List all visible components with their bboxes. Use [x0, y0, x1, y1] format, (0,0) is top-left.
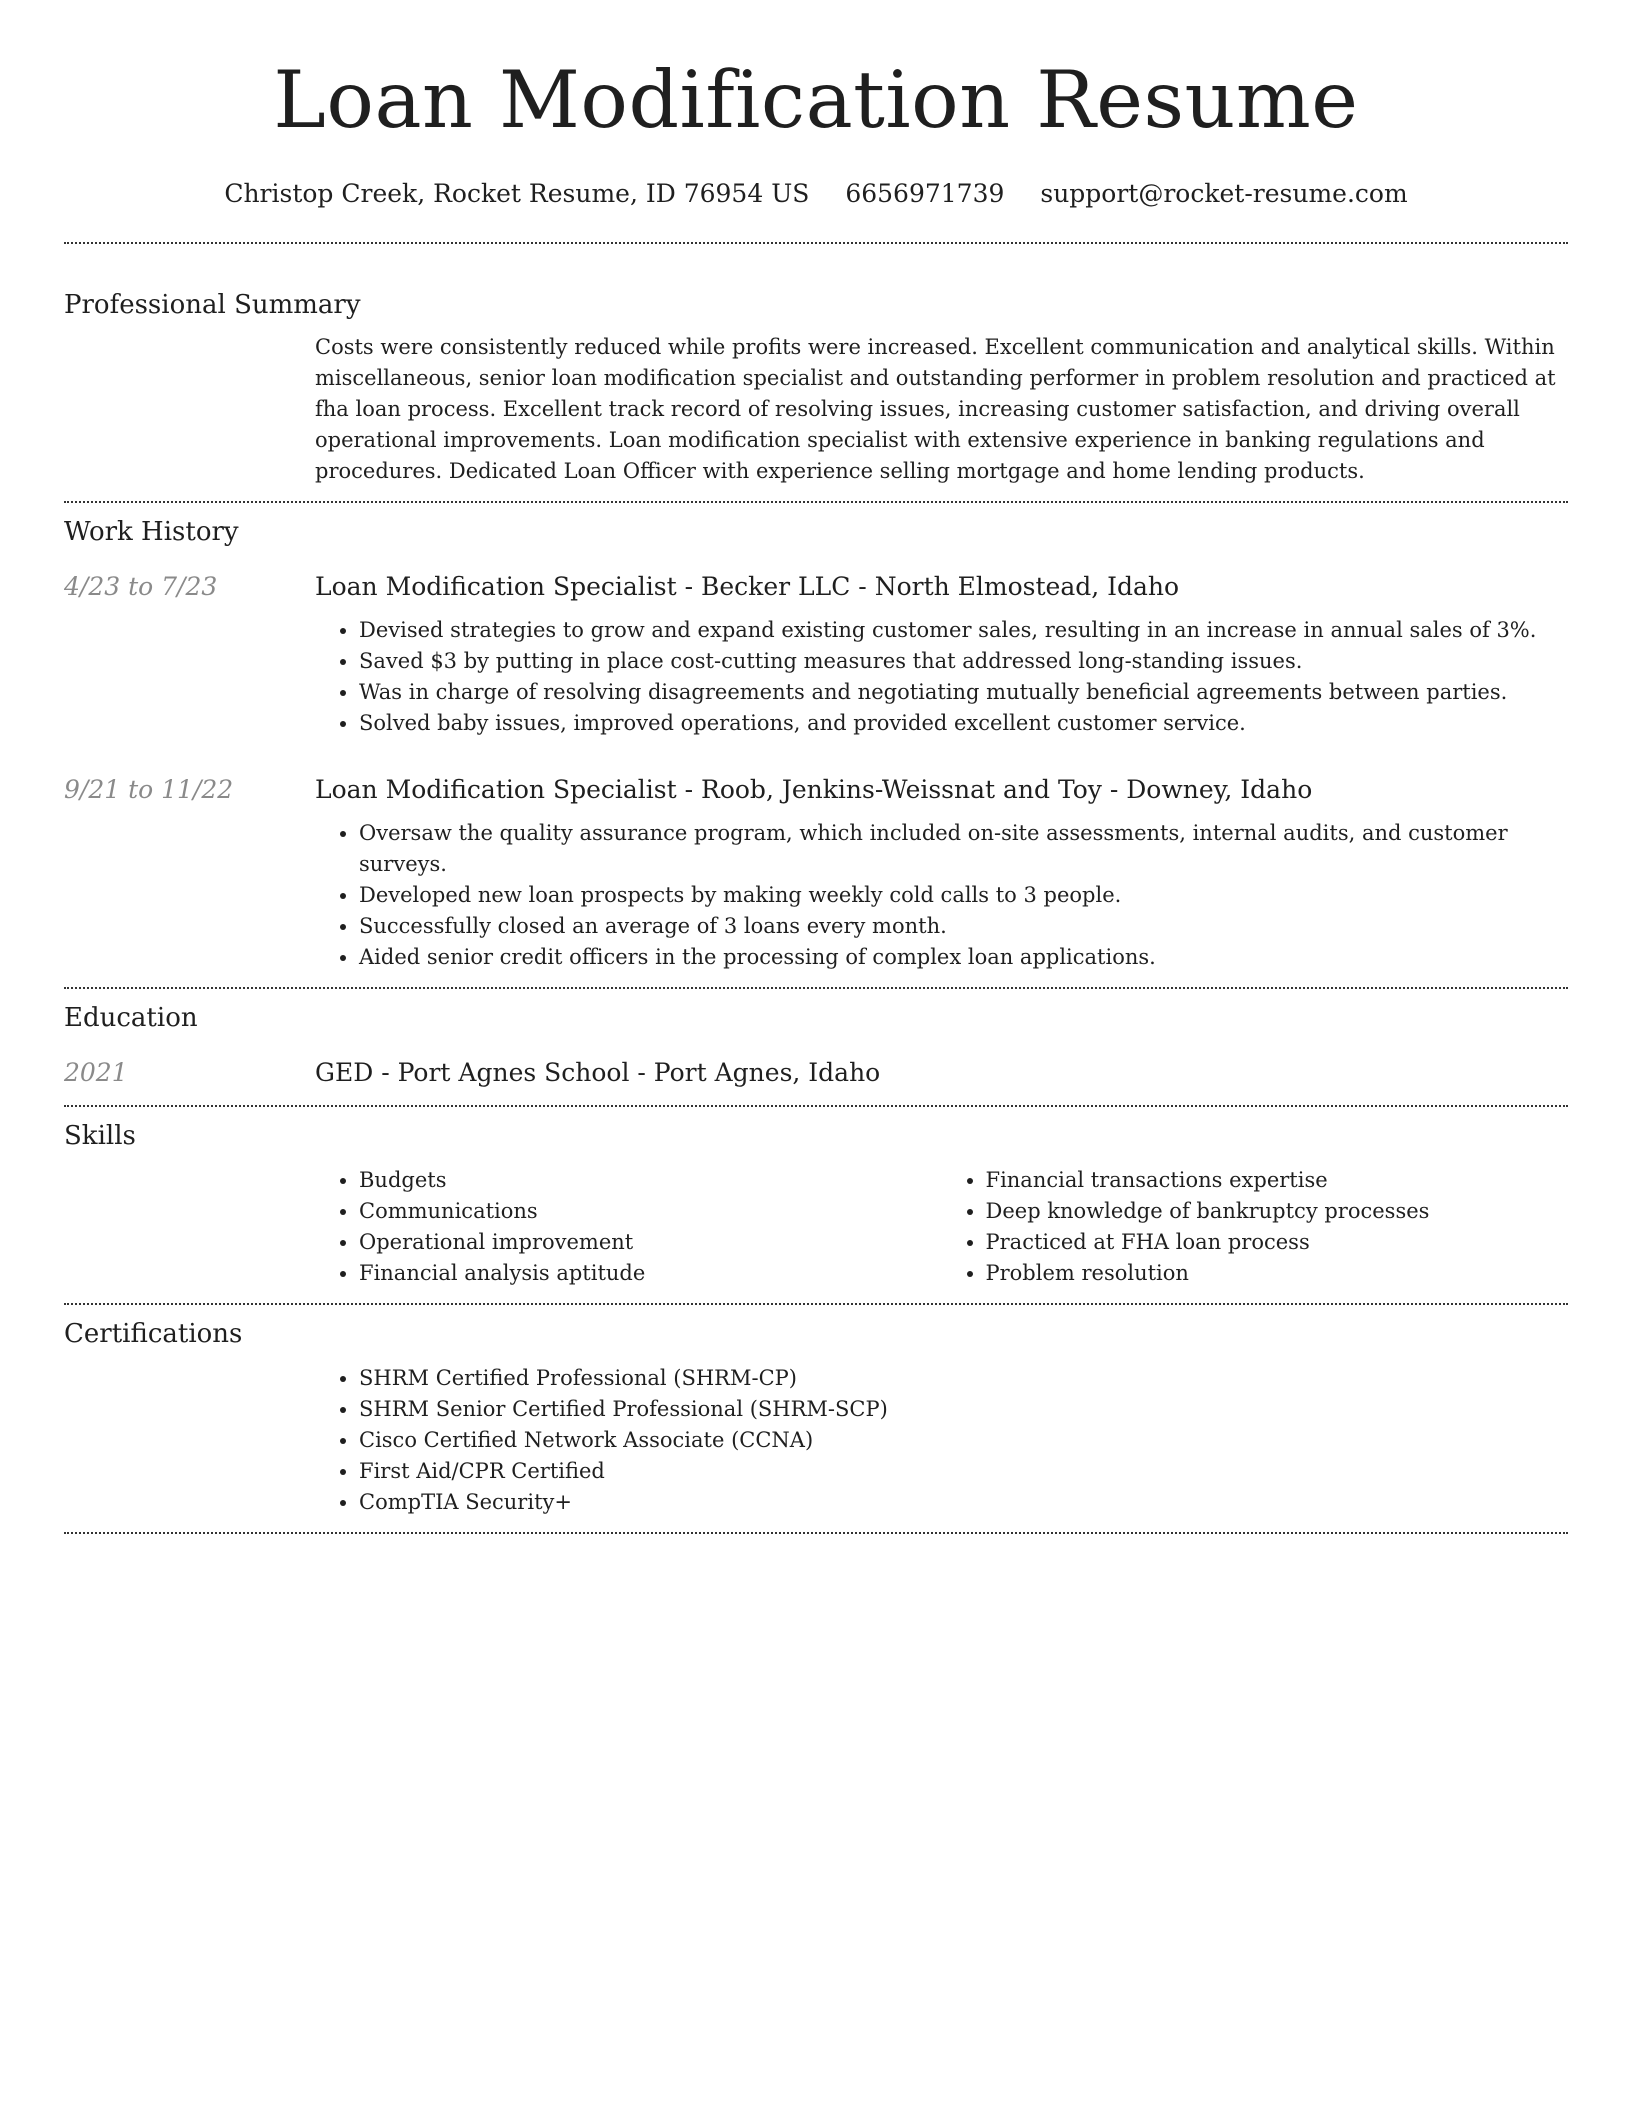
list-item: • Deep knowledge of bankruptcy processes: [986, 1196, 1569, 1227]
list-item: • Communications: [359, 1196, 942, 1227]
resume-header: [0, 0, 1632, 210]
list-item: • Financial analysis aptitude: [359, 1258, 942, 1289]
skills-column-2: [942, 1165, 1569, 1289]
list-item: • SHRM Senior Certified Professional (SHRM-SCP): [359, 1394, 1568, 1425]
job-dates: 9/21 to 11/22: [64, 775, 234, 804]
education-entry: [64, 1057, 1568, 1089]
education-detail: GED - Port Agnes School - Port Agnes, Idaho: [315, 1058, 881, 1087]
summary-row: [64, 332, 1568, 487]
resume-title: Loan Modification Resume: [273, 54, 1359, 146]
certifications-row: [64, 1363, 1568, 1518]
list-item: • Budgets: [359, 1165, 942, 1196]
contact-phone: 6656971739: [845, 179, 1005, 208]
skills-left-spacer: [64, 1165, 315, 1289]
list-item: • Successfully closed an average of 3 loans every month.: [359, 911, 1568, 942]
contact-address: Christop Creek, Rocket Resume, ID 76954 US: [224, 179, 810, 208]
list-item: • Was in charge of resolving disagreements and negotiating mutually beneficial agreements between parties.: [359, 677, 1568, 708]
job-dates: 4/23 to 7/23: [64, 572, 218, 601]
job-entry: [64, 774, 1568, 973]
education-heading: Education: [64, 1003, 198, 1033]
education-year: 2021: [64, 1058, 128, 1087]
list-item: • Problem resolution: [986, 1258, 1569, 1289]
summary-text: Costs were consistently reduced while profits were increased. Excellent communication and analytical skills. Within miscellaneous, senior loan modification specialist and outstanding performer in problem resolution and practiced at fha loan process. Excellent track record of resolving issues, increasing customer satisfaction, and driving overall operational improvements. Loan modification specialist with extensive experience in banking regulations and procedures. Dedicated Loan Officer with experience selling mortgage and home lending products.: [315, 335, 1556, 483]
list-item: • CompTIA Security+: [359, 1487, 1568, 1518]
contact-line: [0, 178, 1632, 210]
job-details: [315, 571, 1568, 739]
summary-left-spacer: [64, 332, 315, 487]
list-item: • Cisco Certified Network Associate (CCNA): [359, 1425, 1568, 1456]
skills-heading: Skills: [64, 1121, 136, 1151]
work-heading: Work History: [64, 517, 239, 547]
certifications-left-spacer: [64, 1363, 315, 1518]
summary-heading: Professional Summary: [64, 290, 361, 320]
summary-section: [64, 242, 1568, 501]
contact-email: support@rocket-resume.com: [1040, 179, 1408, 208]
job-title: Loan Modification Specialist - Becker LLC - North Elmostead, Idaho: [315, 572, 1180, 601]
skills-row: [64, 1165, 1568, 1289]
certifications-heading: Certifications: [64, 1319, 243, 1349]
skills-column-1: [315, 1165, 942, 1289]
list-item: • Devised strategies to grow and expand existing customer sales, resulting in an increase in annual sales of 3%.: [359, 615, 1568, 646]
list-item: • Financial transactions expertise: [986, 1165, 1569, 1196]
list-item: • Operational improvement: [359, 1227, 942, 1258]
job-entry: [64, 571, 1568, 739]
skills-grid: [315, 1165, 1568, 1289]
certifications-list-wrap: [315, 1363, 1568, 1518]
certifications-section: [64, 1303, 1568, 1532]
job-bullets: [315, 615, 1568, 739]
certifications-list: [315, 1363, 1568, 1518]
education-section: [64, 987, 1568, 1105]
job-details: [315, 774, 1568, 973]
list-item: • SHRM Certified Professional (SHRM-CP): [359, 1363, 1568, 1394]
job-title: Loan Modification Specialist - Roob, Jenkins-Weissnat and Toy - Downey, Idaho: [315, 775, 1313, 804]
list-item: • Oversaw the quality assurance program, which included on-site assessments, internal audits, and customer surveys.: [359, 818, 1568, 880]
bottom-divider: [64, 1532, 1568, 1534]
job-bullets: [315, 818, 1568, 973]
list-item: • Practiced at FHA loan process: [986, 1227, 1569, 1258]
list-item: • Aided senior credit officers in the processing of complex loan applications.: [359, 942, 1568, 973]
list-item: • First Aid/CPR Certified: [359, 1456, 1568, 1487]
list-item: • Developed new loan prospects by making weekly cold calls to 3 people.: [359, 880, 1568, 911]
list-item: • Saved $3 by putting in place cost-cutting measures that addressed long-standing issues.: [359, 646, 1568, 677]
skills-section: [64, 1105, 1568, 1303]
work-section: [64, 501, 1568, 987]
list-item: • Solved baby issues, improved operations, and provided excellent customer service.: [359, 708, 1568, 739]
